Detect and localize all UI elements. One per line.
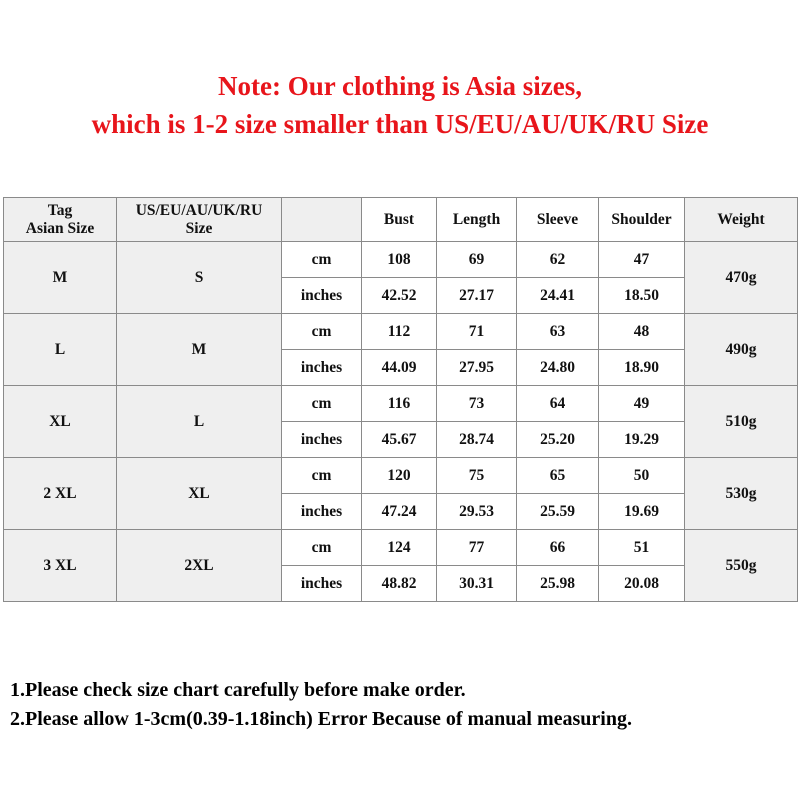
instruction-1: 1.Please check size chart carefully before make order. bbox=[10, 679, 466, 701]
sleeve-inches-cell: 24.80 bbox=[517, 350, 599, 386]
bust-inches-cell: 44.09 bbox=[362, 350, 437, 386]
shoulder-cm-cell: 50 bbox=[599, 458, 685, 494]
shoulder-inches-cell: 18.50 bbox=[599, 278, 685, 314]
instruction-2: 2.Please allow 1-3cm(0.39-1.18inch) Error Because of manual measuring. bbox=[10, 708, 632, 730]
shoulder-inches-cell: 19.29 bbox=[599, 422, 685, 458]
note-line-1: Note: Our clothing is Asia sizes, bbox=[218, 71, 582, 101]
length-cm-cell: 75 bbox=[437, 458, 517, 494]
shoulder-inches-cell: 18.90 bbox=[599, 350, 685, 386]
instructions bbox=[10, 676, 632, 734]
table-row bbox=[4, 386, 798, 422]
bust-inches-cell: 45.67 bbox=[362, 422, 437, 458]
unit-cm-cell: cm bbox=[282, 386, 362, 422]
header-sleeve: Sleeve bbox=[517, 198, 599, 242]
shoulder-cm-cell: 51 bbox=[599, 530, 685, 566]
header-tag-asian-size bbox=[4, 198, 117, 242]
table-row bbox=[4, 242, 798, 278]
unit-cm-cell: cm bbox=[282, 458, 362, 494]
table-row bbox=[4, 530, 798, 566]
length-cm-cell: 69 bbox=[437, 242, 517, 278]
header-us-line-1: US/EU/AU/UK/RU bbox=[135, 201, 263, 219]
length-inches-cell: 30.31 bbox=[437, 566, 517, 602]
header-tag-line-2: Asian Size bbox=[25, 219, 95, 237]
length-inches-cell: 27.17 bbox=[437, 278, 517, 314]
unit-cm-cell: cm bbox=[282, 314, 362, 350]
note-line-2: which is 1-2 size smaller than US/EU/AU/UK/RU Size bbox=[91, 109, 709, 139]
us-size-cell: XL bbox=[117, 458, 282, 530]
sleeve-cm-cell: 63 bbox=[517, 314, 599, 350]
shoulder-cm-cell: 49 bbox=[599, 386, 685, 422]
header-bust: Bust bbox=[362, 198, 437, 242]
bust-cm-cell: 116 bbox=[362, 386, 437, 422]
asian-size-cell: M bbox=[4, 242, 117, 314]
shoulder-cm-cell: 47 bbox=[599, 242, 685, 278]
sleeve-inches-cell: 25.20 bbox=[517, 422, 599, 458]
shoulder-inches-cell: 19.69 bbox=[599, 494, 685, 530]
shoulder-inches-cell: 20.08 bbox=[599, 566, 685, 602]
length-inches-cell: 28.74 bbox=[437, 422, 517, 458]
header-weight: Weight bbox=[685, 198, 798, 242]
sleeve-inches-cell: 25.59 bbox=[517, 494, 599, 530]
length-inches-cell: 27.95 bbox=[437, 350, 517, 386]
weight-cell: 510g bbox=[685, 386, 798, 458]
header-us-size bbox=[117, 198, 282, 242]
unit-inches-cell: inches bbox=[282, 350, 362, 386]
length-inches-cell: 29.53 bbox=[437, 494, 517, 530]
asian-size-cell: 2 XL bbox=[4, 458, 117, 530]
bust-cm-cell: 120 bbox=[362, 458, 437, 494]
header-length: Length bbox=[437, 198, 517, 242]
asian-size-cell: XL bbox=[4, 386, 117, 458]
bust-inches-cell: 47.24 bbox=[362, 494, 437, 530]
bust-cm-cell: 124 bbox=[362, 530, 437, 566]
length-cm-cell: 77 bbox=[437, 530, 517, 566]
header-tag-line-1: Tag bbox=[47, 201, 73, 219]
header-shoulder: Shoulder bbox=[599, 198, 685, 242]
us-size-cell: M bbox=[117, 314, 282, 386]
sleeve-cm-cell: 65 bbox=[517, 458, 599, 494]
length-cm-cell: 71 bbox=[437, 314, 517, 350]
length-cm-cell: 73 bbox=[437, 386, 517, 422]
table-row bbox=[4, 314, 798, 350]
unit-cm-cell: cm bbox=[282, 530, 362, 566]
bust-cm-cell: 108 bbox=[362, 242, 437, 278]
table-header-row bbox=[4, 198, 798, 242]
size-chart-table bbox=[3, 197, 798, 602]
sleeve-inches-cell: 24.41 bbox=[517, 278, 599, 314]
unit-cm-cell: cm bbox=[282, 242, 362, 278]
shoulder-cm-cell: 48 bbox=[599, 314, 685, 350]
table-row bbox=[4, 458, 798, 494]
us-size-cell: S bbox=[117, 242, 282, 314]
us-size-cell: 2XL bbox=[117, 530, 282, 602]
unit-inches-cell: inches bbox=[282, 278, 362, 314]
bust-inches-cell: 48.82 bbox=[362, 566, 437, 602]
asian-size-cell: 3 XL bbox=[4, 530, 117, 602]
unit-inches-cell: inches bbox=[282, 494, 362, 530]
sleeve-inches-cell: 25.98 bbox=[517, 566, 599, 602]
bust-cm-cell: 112 bbox=[362, 314, 437, 350]
weight-cell: 550g bbox=[685, 530, 798, 602]
unit-inches-cell: inches bbox=[282, 422, 362, 458]
asian-size-cell: L bbox=[4, 314, 117, 386]
sleeve-cm-cell: 66 bbox=[517, 530, 599, 566]
us-size-cell: L bbox=[117, 386, 282, 458]
weight-cell: 490g bbox=[685, 314, 798, 386]
unit-inches-cell: inches bbox=[282, 566, 362, 602]
weight-cell: 530g bbox=[685, 458, 798, 530]
header-us-line-2: Size bbox=[185, 219, 213, 237]
header-unit bbox=[282, 198, 362, 242]
sleeve-cm-cell: 62 bbox=[517, 242, 599, 278]
weight-cell: 470g bbox=[685, 242, 798, 314]
sleeve-cm-cell: 64 bbox=[517, 386, 599, 422]
bust-inches-cell: 42.52 bbox=[362, 278, 437, 314]
